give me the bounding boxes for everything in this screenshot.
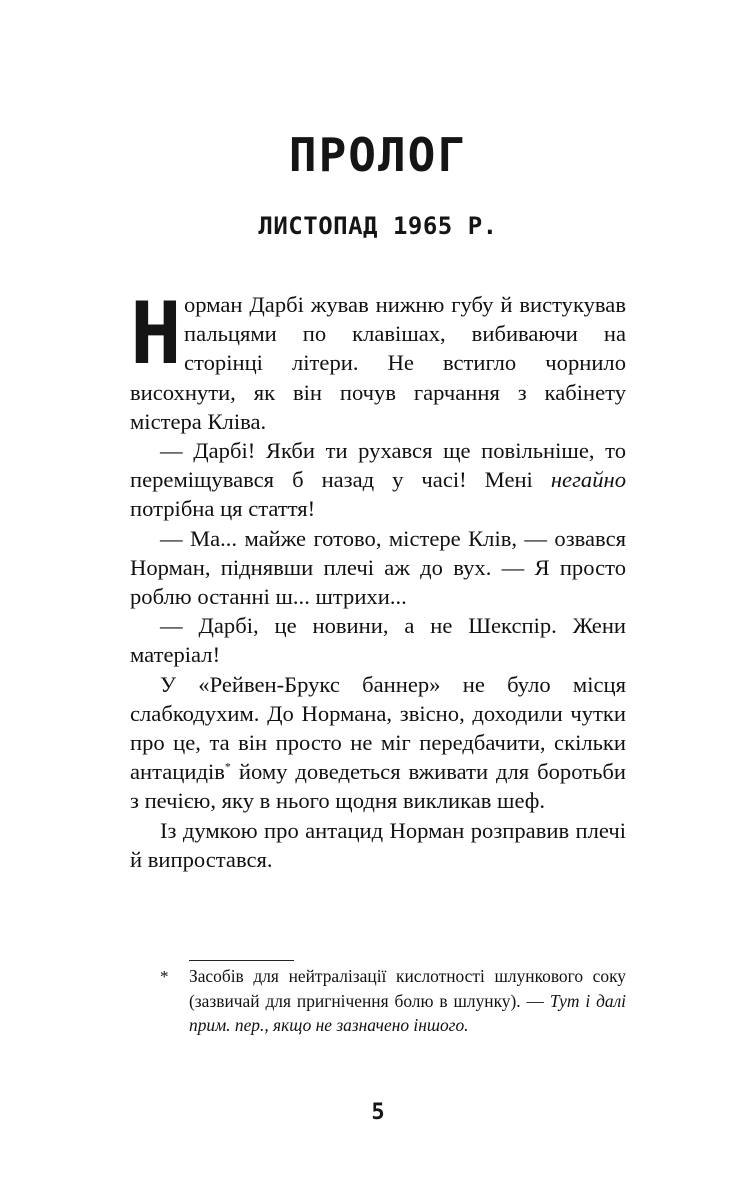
chapter-body [130, 284, 626, 874]
paragraph-2-text-b: потрібна ця стаття! [130, 496, 316, 522]
paragraph-2-text-a: — Дарбі! Якби ти рухався ще повільніше, то переміщувався б назад у часі! Мені [130, 438, 626, 493]
footnote-text [189, 964, 626, 1038]
paragraph-5 [130, 670, 626, 816]
footnote-mark: * [160, 967, 169, 986]
drop-cap: Н [130, 284, 182, 384]
paragraph-2 [130, 436, 626, 524]
chapter-date: ЛИСТОПАД 1965 Р. [258, 212, 498, 240]
footnote-text-italic: Тут і далі прим. пер., якщо не зазначено іншого. [189, 990, 626, 1035]
paragraph-5-text-b: йому доведеться вживати для боротьби з печією, яку в нього щодня викликав шеф. [130, 759, 626, 814]
paragraph-1-text: орман Дарбі жував нижню губу й вистукував пальцями по клавішах, вибиваючи на сторінці літери. Не встигло чорнило висохнути, як він почув гарчання з кабінету містера Кліва. [130, 292, 626, 434]
footnote [160, 964, 626, 1038]
page-number: 5 [371, 1100, 385, 1125]
paragraph-4: — Дарбі, це новини, а не Шекспір. Жени матеріал! [130, 613, 626, 668]
footnote-reference[interactable]: * [224, 759, 231, 774]
paragraph-5-text-a: У «Рейвен-Брукс баннер» не було місця слабкодухим. До Нормана, звісно, доходили чутки про це, та він просто не міг передбачити, скільки антацидів [130, 671, 626, 785]
chapter-title: ПРОЛОГ [288, 128, 468, 182]
footnote-divider [189, 960, 294, 961]
paragraph-6: Із думкою про антацид Норман розправив плечі й випростався. [130, 817, 626, 872]
paragraph-3: — Ма... майже готово, містере Клів, — озвався Норман, піднявши плечі аж до вух. — Я просто роблю останні ш... штрихи... [130, 525, 626, 610]
paragraph-1 [130, 284, 626, 436]
emphasis-urgent: негайно [550, 467, 626, 493]
footnote-text-regular: Засобів для нейтралізації кислотності шлункового соку (зазвичай для пригнічення болю в шлунку). — [189, 966, 626, 1011]
